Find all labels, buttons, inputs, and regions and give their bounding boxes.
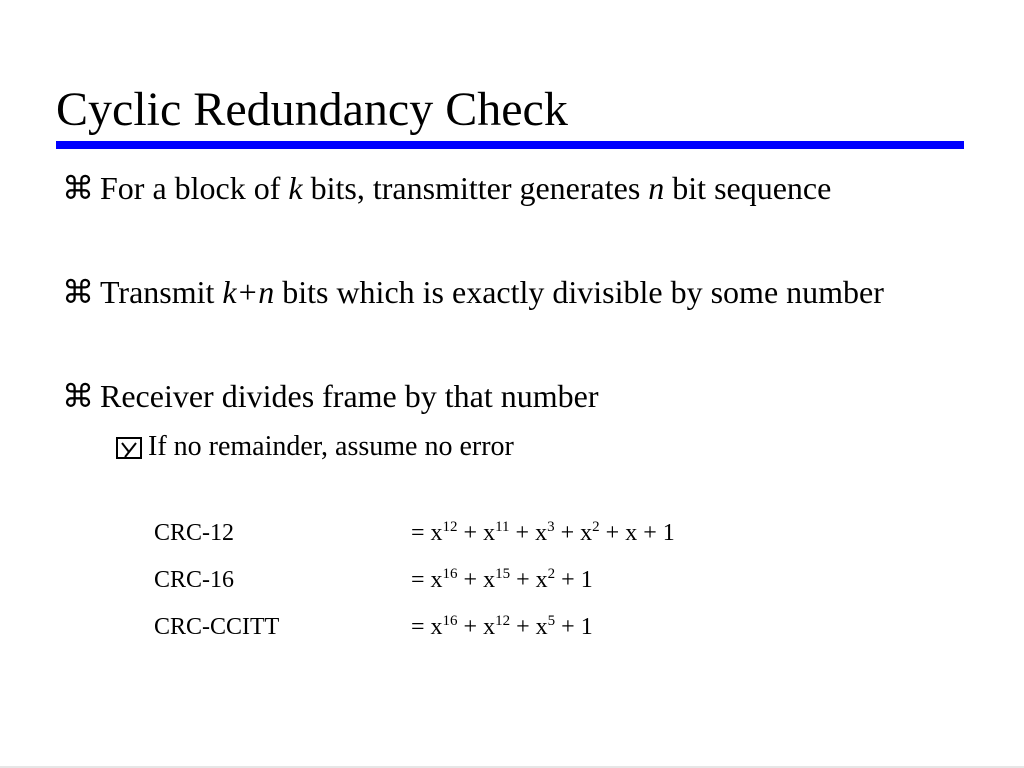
bullet-text [100,164,962,212]
poly-term-base: 1 [580,567,593,593]
title-underline [56,141,964,149]
poly-term-exponent: 5 [547,613,556,629]
text-run: Transmit [100,274,223,310]
crc-row [154,513,854,553]
bullet-text [100,268,962,316]
poly-term-base: x [483,520,496,546]
bullet-item [62,164,962,212]
italic-variable: k [288,170,303,206]
poly-term-base: 1 [662,520,675,546]
text-run: bit sequence [664,170,832,206]
poly-term-base: x [535,567,548,593]
sub-bullet-item [116,428,956,466]
text-run: bits, transmitter generates [302,170,649,206]
poly-term-base: x [535,520,548,546]
poly-term-exponent: 15 [495,566,511,582]
poly-term-base: x [535,614,548,640]
poly-term-base: x [430,614,443,640]
poly-term-base: x [483,614,496,640]
crc-polynomial: = $x^{16} + x^{15} + x^2 + 1$ [411,566,593,593]
crc-row [154,560,854,600]
poly-term-exponent: 16 [442,566,458,582]
crc-row [154,607,854,647]
poly-term-exponent: 2 [547,566,556,582]
italic-variable: n [648,170,665,206]
crc-polynomial: = $x^{12} + x^{11} + x^3 + x^2 + x + 1$ [411,519,675,546]
poly-term-exponent: 3 [547,519,555,535]
checkbox-y-icon [116,437,142,459]
crc-name: CRC-12 [154,520,235,546]
poly-term-base: x [430,567,443,593]
poly-term-base: 1 [580,614,593,640]
text-run: Receiver divides frame by that number [100,378,599,414]
command-key-icon: ⌘ [62,378,94,414]
crc-name: CRC-CCITT [154,614,280,640]
italic-variable: k+n [222,274,275,310]
bullet-text [100,372,962,420]
poly-term-base: x [580,520,593,546]
slide-title: Cyclic Redundancy Check [56,83,568,136]
bullet-item [62,372,962,420]
crc-name: CRC-16 [154,567,235,593]
command-key-icon: ⌘ [62,274,94,310]
command-key-icon: ⌘ [62,170,94,206]
text-run: For a block of [100,170,289,206]
poly-term-base: x [430,520,443,546]
poly-term-base: x [625,520,638,546]
poly-term-exponent: 12 [495,613,511,629]
bullet-item [62,268,962,316]
poly-term-exponent: 12 [442,519,458,535]
text-run: bits which is exactly divisible by some number [274,274,884,310]
sub-bullet-text: If no remainder, assume no error [148,431,514,462]
crc-polynomial: = $x^{16} + x^{12} + x^5 + 1$ [411,613,593,640]
poly-term-exponent: 2 [592,519,600,535]
poly-term-base: x [483,567,496,593]
poly-term-exponent: 11 [495,519,510,535]
poly-term-exponent: 16 [442,613,458,629]
